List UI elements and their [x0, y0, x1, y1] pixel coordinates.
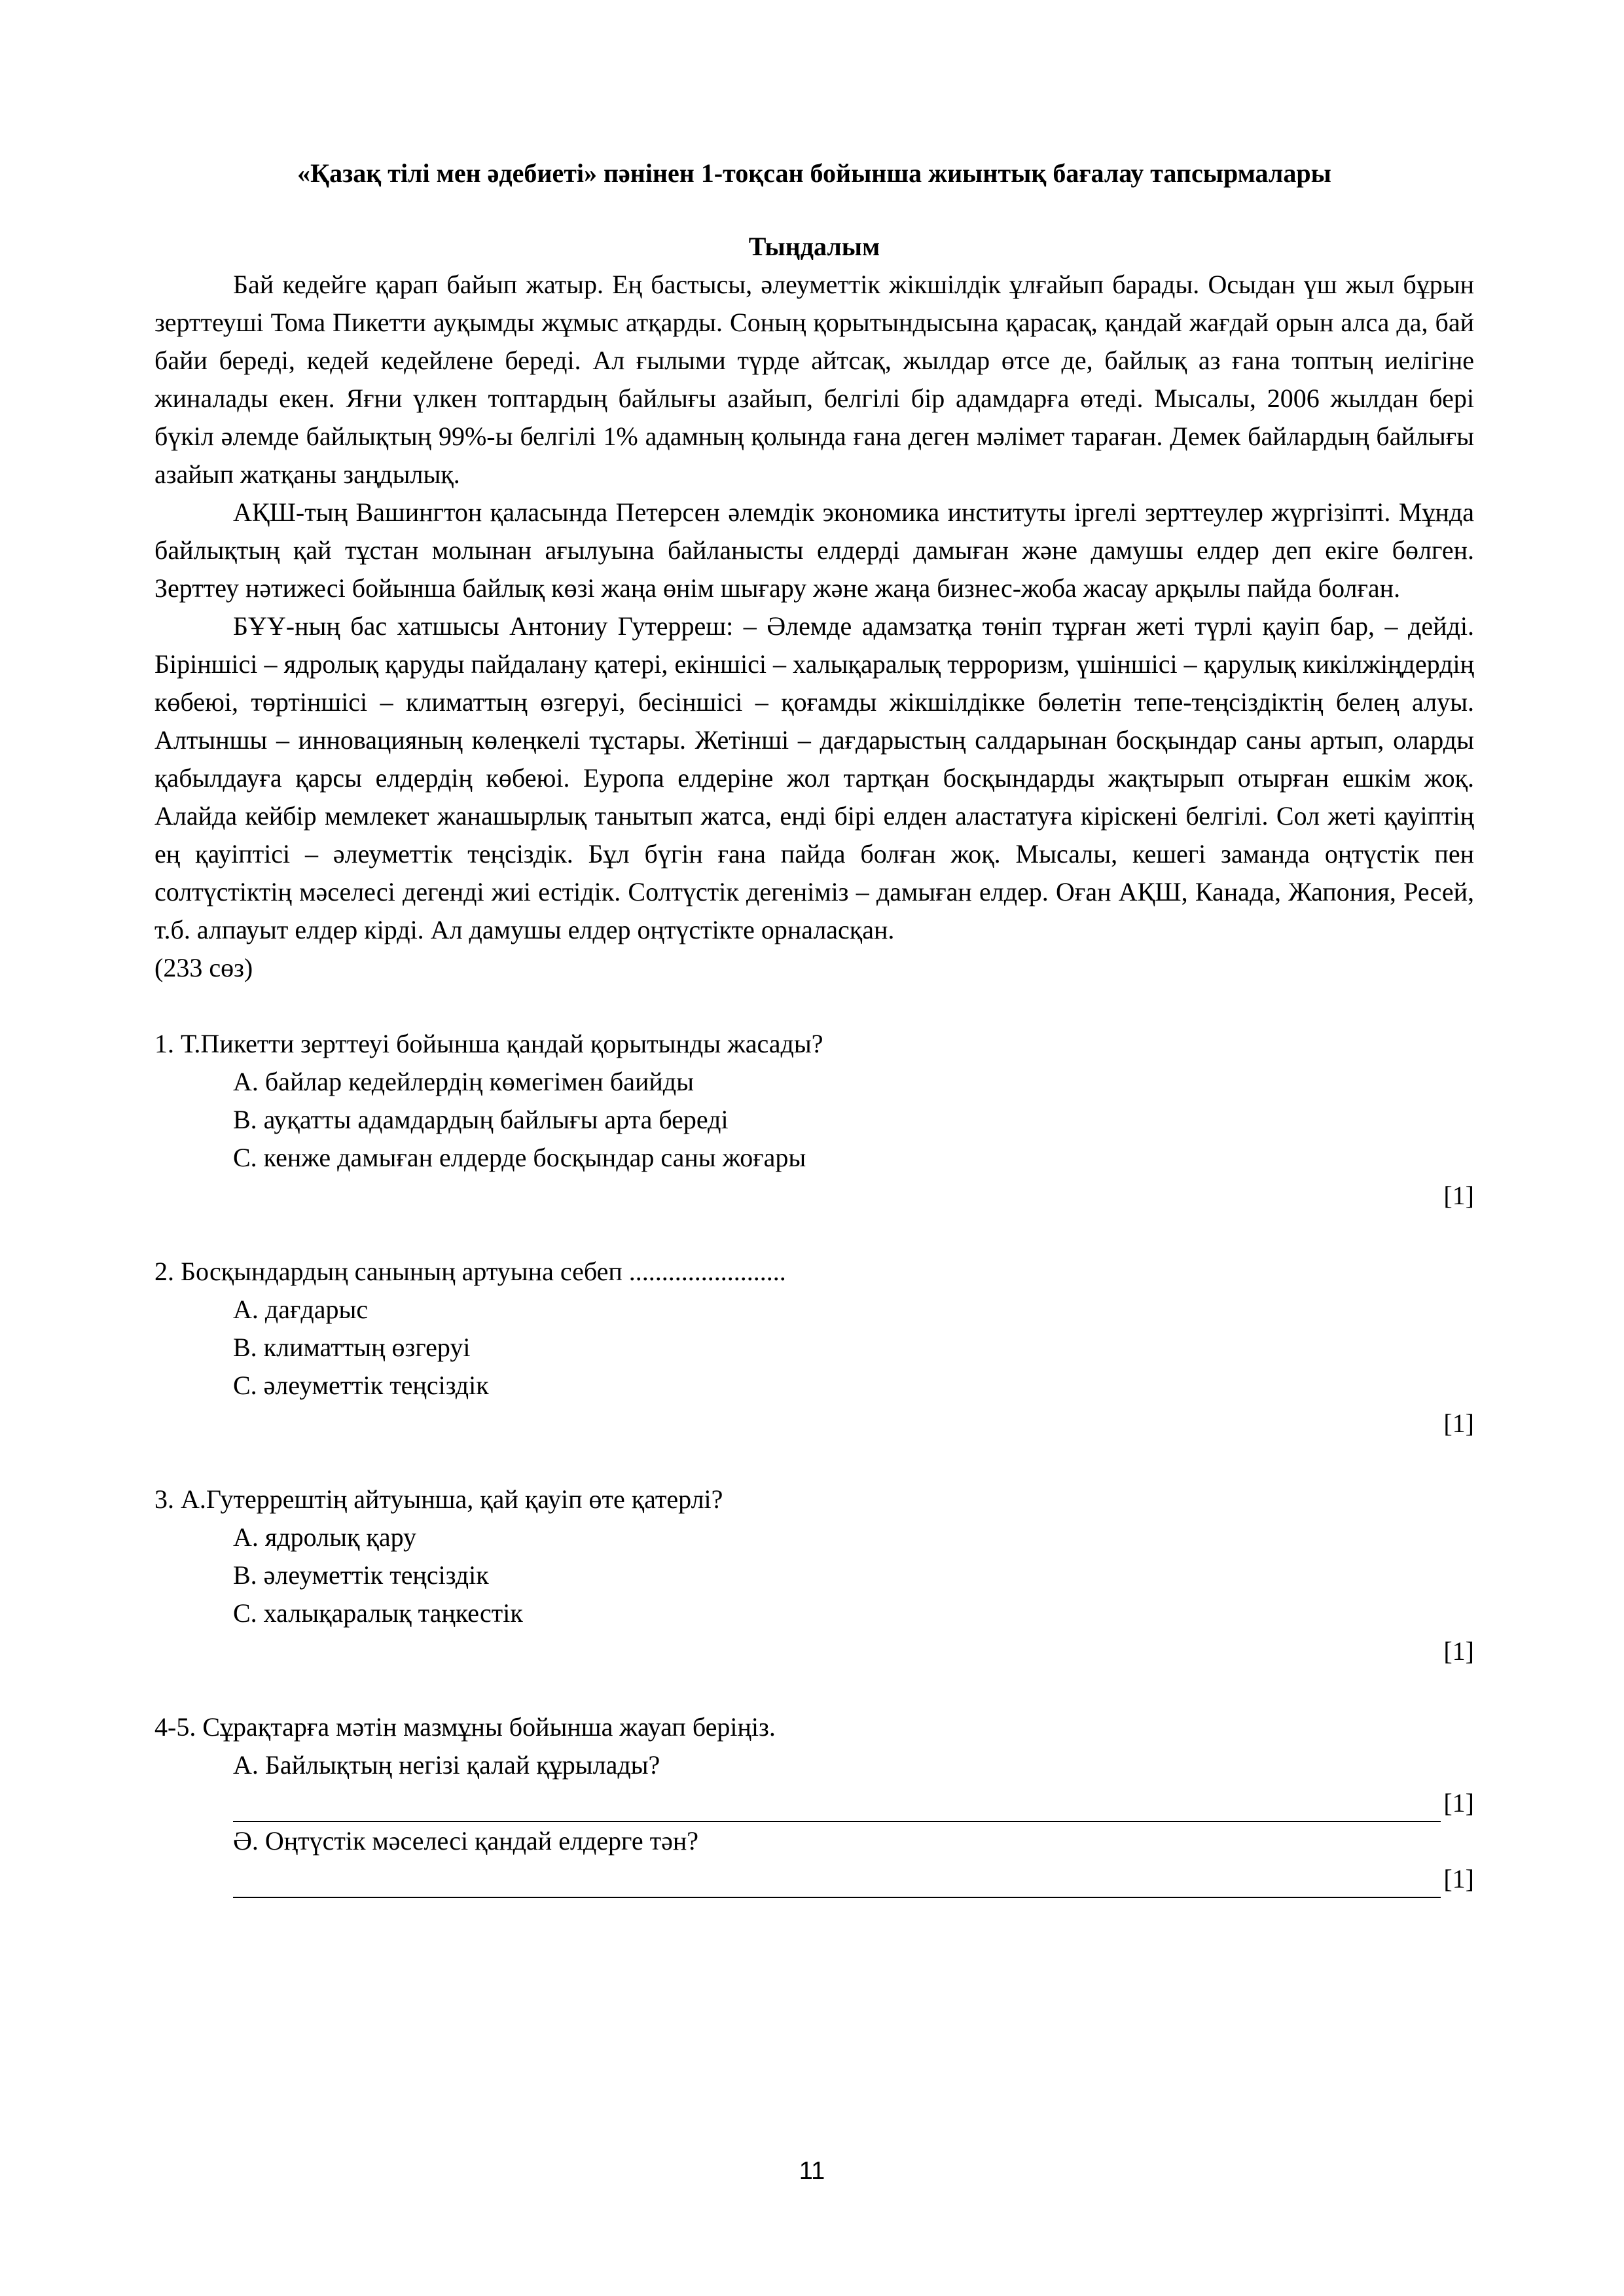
section-heading: Тыңдалым: [748, 232, 880, 261]
option-b: B. ауқатты адамдардың байлығы арта береді: [233, 1105, 729, 1134]
sub-question-b: Ә. Оңтүстік мәселесі қандай елдерге тән?: [233, 1826, 699, 1856]
score-mark: [1]: [1443, 1408, 1474, 1438]
document-title: «Қазақ тілі мен әдебиеті» пәнінен 1-тоқсан бойынша жиынтық бағалау тапсырмалары: [297, 158, 1331, 188]
option-b: B. климаттың өзгеруі: [233, 1333, 471, 1362]
answer-underline: [233, 1868, 1441, 1898]
answer-line-a[interactable]: [233, 1784, 1474, 1822]
page-number: 11: [799, 2157, 825, 2185]
question-text: 1. Т.Пикетти зерттеуі бойынша қандай қорытынды жасады?: [154, 1029, 823, 1058]
option-a: A. ядролық қару: [233, 1522, 417, 1552]
option-c: C. халықаралық таңкестік: [233, 1598, 523, 1628]
answer-options: [154, 1291, 1474, 1405]
score-mark: [1]: [1443, 1864, 1474, 1893]
question-3: [154, 1480, 1474, 1670]
option-b: B. әлеуметтік теңсіздік: [233, 1560, 489, 1590]
answer-line-b[interactable]: [233, 1860, 1474, 1898]
answer-options: [154, 1063, 1474, 1177]
score-mark: [1]: [1443, 1181, 1474, 1210]
score-mark: [1]: [1443, 1788, 1474, 1818]
answer-options: [154, 1518, 1474, 1632]
option-a: A. байлар кедейлердің көмегімен баийды: [233, 1067, 694, 1096]
text-paragraph: АҚШ-тың Вашингтон қаласында Петерсен әлемдік экономика институты іргелі зерттеулер жүргізіпті. Мұнда байлықтың қай тұстан молынан ағылуына байланысты елдерді дамыған және дамушы елдер деп екіге бөлген. Зерттеу нәтижесі бойынша байлық көзі жаңа өнім шығару және жаңа бизнес-жоба жасау арқылы пайда болған.: [154, 497, 1474, 603]
question-4-5: [154, 1708, 1474, 1898]
text-paragraph: БҰҰ-ның бас хатшысы Антониу Гутерреш: – Әлемде адамзатқа төніп тұрған жеті түрлі қауіп бар, – дейді. Біріншісі – ядролық қаруды пайдалану қатері, екіншісі – халықаралық терроризм, үшіншісі – қарулық кикілжіңдердің көбеюі, төртіншісі – климаттың өзгеруі, бесіншісі – қоғамды жікшілдікке бөлетін тепе-теңсіздіктің белең алуы. Алтыншы – инновацияның көлеңкелі тұстары. Жетінші – дағдарыстың салдарынан босқындар саны артып, оларды қабылдауға қарсы елдердің көбеюі. Еуропа елдеріне жол тартқан босқындарды жақтырып отырған ешкім жоқ. Алайда кейбір мемлекет жанашырлық танытып жатса, енді бірі елден аластатуға кіріскені белгілі. Сол жеті қауіптің ең қауіптісі – әлеуметтік теңсіздік. Бұл бүгін ғана пайда болған жоқ. Мысалы, кешегі заманда оңтүстік пен солтүстіктің мәселесі дегенді жиі естідік. Солтүстік дегеніміз – дамыған елдер. Оған АҚШ, Канада, Жапония, Ресей, т.б. алпауыт елдер кірді. Ал дамушы елдер оңтүстікте орналасқан.: [154, 611, 1474, 944]
score-mark: [1]: [1443, 1636, 1474, 1666]
sub-question-a: А. Байлықтың негізі қалай құрылады?: [233, 1750, 660, 1780]
word-count: (233 сөз): [154, 953, 253, 982]
option-c: C. әлеуметтік теңсіздік: [233, 1371, 489, 1400]
question-text: 4-5. Сұрақтарға мәтін мазмұны бойынша жауап беріңіз.: [154, 1712, 776, 1742]
text-paragraph: Бай кедейге қарап байып жатыр. Ең бастысы, әлеуметтік жікшілдік ұлғайып барады. Осыдан үш жыл бұрын зерттеуші Тома Пикетти ауқымды жұмыс атқарды. Соның қорытындысына қарасақ, қандай жағдай орын алса да, бай байи береді, кедей кедейлене береді. Ал ғылыми түрде айтсақ, жылдар өтсе де, байлық аз ғана топтың иелігіне жиналады екен. Яғни үлкен топтардың байлығы азайып, белгілі бір адамдарға өтеді. Мысалы, 2006 жылдан бері бүкіл әлемде байлықтың 99%-ы белгілі 1% адамның қолында ғана деген мәлімет тараған. Демек байлардың байлығы азайып жатқаны заңдылық.: [154, 270, 1474, 489]
question-2: [154, 1253, 1474, 1443]
question-text: 3. А.Гутеррештің айтуынша, қай қауіп өте қатерлі?: [154, 1484, 723, 1514]
answer-underline: [233, 1792, 1441, 1822]
page-content: [154, 154, 1474, 1898]
option-a: A. дағдарыс: [233, 1295, 369, 1324]
option-c: C. кенже дамыған елдерде босқындар саны жоғары: [233, 1143, 806, 1172]
question-text: 2. Босқындардың санының артуына себеп ........................: [154, 1257, 786, 1286]
question-1: [154, 1025, 1474, 1215]
